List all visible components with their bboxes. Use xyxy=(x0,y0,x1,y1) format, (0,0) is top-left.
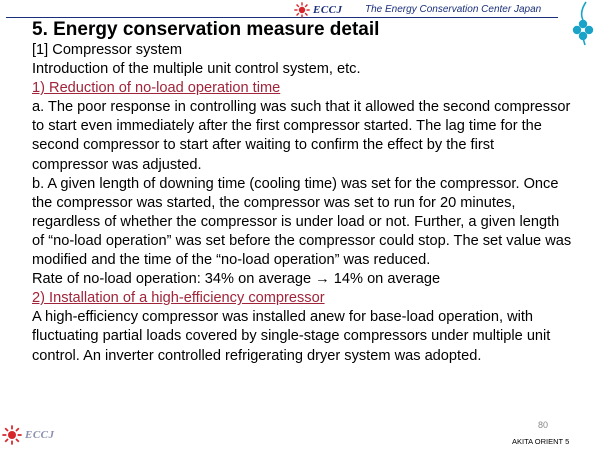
header-rule xyxy=(6,17,558,18)
header-logo-text: ECCJ xyxy=(313,4,343,16)
section-heading-no-load: 1) Reduction of no-load operation time xyxy=(32,80,281,97)
footer-logo xyxy=(2,425,55,445)
eccj-sun-logo-icon xyxy=(2,425,22,445)
slide-code: AKITA ORIENT 5 xyxy=(512,437,570,446)
footer-logo-text: ECCJ xyxy=(25,429,55,441)
section-heading-high-efficiency: 2) Installation of a high-efficiency compressor xyxy=(32,290,325,307)
intro-line: Introduction of the multiple unit control system, etc. xyxy=(32,61,361,78)
page-number: 80 xyxy=(538,420,549,430)
slide-content xyxy=(32,19,572,366)
system-label: [1] Compressor system xyxy=(32,42,183,58)
header-logo xyxy=(294,2,343,18)
no-load-rate-line: Rate of no-load operation: 34% on average → 14% on average xyxy=(32,271,441,288)
paragraph-a: a. The poor response in controlling was such that it allowed the second compressor to start even immediately after the first compressor started. The lag time for the second compressor to start after waiting to confirm the effect by the first compressor was adjusted. xyxy=(32,99,571,173)
paragraph-c: A high-efficiency compressor was installed anew for base-load operation, with fluctuating partial loads covered by single-stage compressors under multiple unit control. An inverter controlled refrigerating dryer system was adopted. xyxy=(32,309,551,364)
eccj-sun-logo-icon xyxy=(294,2,310,18)
organization-name: The Energy Conservation Center Japan xyxy=(365,4,542,15)
slide-title: 5. Energy conservation measure detail xyxy=(32,19,380,40)
paragraph-b: b. A given length of downing time (cooling time) was set for the compressor. Once the compressor was started, the compressor was set to run for 20 minutes, regardless of whether the compressor is under load or not. Further, a given length of “no-load operation” was set before the compressor could stop. The set value was modified and the time of the “no-load operation” was reduced. xyxy=(32,175,572,269)
